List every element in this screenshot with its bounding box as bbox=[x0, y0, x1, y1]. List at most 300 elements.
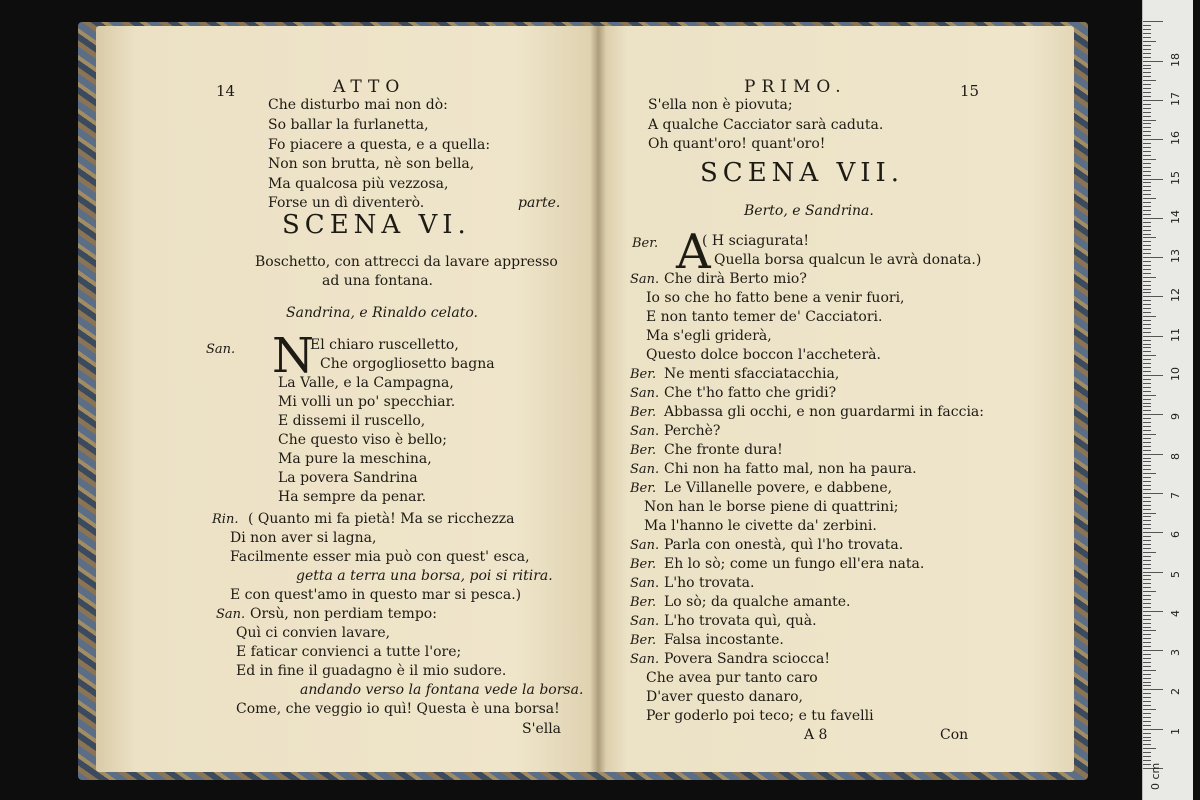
speaker-label: Ber. bbox=[630, 443, 657, 458]
speaker-label: Ber. bbox=[630, 557, 657, 572]
ruler-tick bbox=[1143, 650, 1163, 651]
ruler-tick bbox=[1143, 234, 1151, 235]
ruler-tick bbox=[1143, 678, 1151, 679]
ruler-tick bbox=[1143, 324, 1151, 325]
verse-line: Che disturbo mai non dò: bbox=[268, 97, 448, 113]
ruler-tick bbox=[1143, 473, 1156, 474]
ruler-tick bbox=[1143, 332, 1151, 333]
ruler-number: 1 bbox=[1169, 727, 1182, 735]
ruler-tick bbox=[1143, 328, 1151, 329]
verse-line: Forse un dì diventerò. bbox=[268, 195, 425, 211]
scene-title: SCENA VII. bbox=[700, 158, 905, 188]
dialogue-line: D'aver questo danaro, bbox=[646, 689, 803, 705]
ruler-tick bbox=[1143, 434, 1156, 435]
ruler-tick bbox=[1143, 583, 1151, 584]
running-head: PRIMO. bbox=[744, 77, 847, 97]
ruler-tick bbox=[1143, 666, 1151, 667]
ruler-tick bbox=[1143, 725, 1151, 726]
dialogue-line: Facilmente esser mia può con quest' esca, bbox=[230, 549, 530, 565]
ruler-tick bbox=[1143, 607, 1151, 608]
ruler-tick bbox=[1143, 359, 1151, 360]
ruler-tick bbox=[1143, 564, 1151, 565]
ruler-tick bbox=[1143, 355, 1156, 356]
ruler-tick bbox=[1143, 96, 1151, 97]
dialogue-line: E con quest'amo in questo mar si pesca.) bbox=[230, 587, 522, 603]
dialogue-line: Le Villanelle povere, e dabbene, bbox=[664, 480, 893, 496]
ruler-tick bbox=[1143, 108, 1151, 109]
dialogue-line: Che orgogliosetto bagna bbox=[320, 356, 495, 372]
ruler-tick bbox=[1143, 296, 1163, 297]
ruler-tick bbox=[1143, 658, 1151, 659]
ruler-number: 14 bbox=[1169, 209, 1182, 224]
ruler-tick bbox=[1143, 469, 1151, 470]
ruler-unit-label: 0 cm bbox=[1149, 762, 1162, 790]
ruler-tick bbox=[1143, 72, 1151, 73]
ruler-tick bbox=[1143, 285, 1151, 286]
dialogue-line: Che dirà Berto mio? bbox=[664, 271, 807, 287]
ruler-tick bbox=[1143, 49, 1151, 50]
dialogue-line: Ma l'hanno le civette da' zerbini. bbox=[644, 518, 877, 534]
ruler-tick bbox=[1143, 595, 1151, 596]
ruler-tick bbox=[1143, 548, 1151, 549]
ruler-tick bbox=[1143, 713, 1151, 714]
ruler-tick bbox=[1143, 568, 1151, 569]
book-gutter bbox=[590, 26, 606, 772]
ruler-tick bbox=[1143, 367, 1151, 368]
speaker-label: San. bbox=[216, 607, 246, 622]
ruler-number: 11 bbox=[1169, 327, 1182, 342]
ruler-tick bbox=[1143, 336, 1163, 337]
dialogue-line: ( Quanto mi fa pietà! Ma se ricchezza bbox=[248, 511, 515, 527]
ruler-tick bbox=[1143, 171, 1151, 172]
verse-line: S'ella non è piovuta; bbox=[648, 97, 793, 113]
ruler-tick bbox=[1143, 371, 1151, 372]
ruler-tick bbox=[1143, 379, 1151, 380]
ruler-number: 10 bbox=[1169, 367, 1182, 381]
ruler-tick bbox=[1143, 697, 1151, 698]
ruler-tick bbox=[1143, 501, 1151, 502]
dialogue-line: Non han le borse piene di quattrini; bbox=[644, 499, 899, 515]
ruler-tick bbox=[1143, 139, 1163, 140]
ruler-tick bbox=[1143, 312, 1151, 313]
ruler-tick bbox=[1143, 619, 1151, 620]
dialogue-line: La povera Sandrina bbox=[278, 470, 418, 486]
ruler-tick bbox=[1143, 383, 1151, 384]
ruler-tick bbox=[1143, 340, 1151, 341]
ruler-tick bbox=[1143, 210, 1151, 211]
ruler-tick bbox=[1143, 159, 1156, 160]
dialogue-line: Abbassa gli occhi, e non guardarmi in faccia: bbox=[664, 404, 984, 420]
ruler-number: 3 bbox=[1169, 649, 1182, 657]
ruler-number: 16 bbox=[1169, 131, 1182, 146]
ruler-tick bbox=[1143, 406, 1151, 407]
ruler-tick bbox=[1143, 304, 1151, 305]
dialogue-line: Ma pure la meschina, bbox=[278, 451, 432, 467]
page-number: 14 bbox=[216, 82, 236, 100]
ruler-tick bbox=[1143, 752, 1151, 753]
ruler-tick bbox=[1143, 300, 1151, 301]
dialogue-line: Che t'ho fatto che gridi? bbox=[664, 385, 837, 401]
ruler-tick bbox=[1143, 116, 1151, 117]
ruler-tick bbox=[1143, 603, 1151, 604]
ruler-tick bbox=[1143, 84, 1151, 85]
ruler-number: 6 bbox=[1169, 531, 1182, 539]
ruler-tick bbox=[1143, 662, 1151, 663]
speaker-label: San. bbox=[630, 462, 660, 477]
measuring-ruler bbox=[1142, 0, 1193, 800]
ruler-tick bbox=[1143, 630, 1156, 631]
ruler-tick bbox=[1143, 410, 1151, 411]
ruler-tick bbox=[1143, 218, 1163, 219]
ruler-tick bbox=[1143, 308, 1151, 309]
ruler-tick bbox=[1143, 674, 1151, 675]
ruler-tick bbox=[1143, 438, 1151, 439]
ruler-tick bbox=[1143, 135, 1151, 136]
ruler-tick bbox=[1143, 689, 1163, 690]
ruler-tick bbox=[1143, 363, 1151, 364]
ruler-tick bbox=[1143, 682, 1151, 683]
dialogue-line: Di non aver si lagna, bbox=[230, 530, 377, 546]
ruler-tick bbox=[1143, 53, 1151, 54]
signature-mark: A 8 bbox=[804, 727, 828, 743]
dialogue-line: L'ho trovata. bbox=[664, 575, 755, 591]
dialogue-line: Che fronte dura! bbox=[664, 442, 783, 458]
ruler-tick bbox=[1143, 104, 1151, 105]
ruler-tick bbox=[1143, 182, 1151, 183]
ruler-tick bbox=[1143, 454, 1163, 455]
drop-cap: N bbox=[272, 328, 314, 384]
dialogue-line: Ma s'egli griderà, bbox=[646, 328, 772, 344]
dialogue-line: Ne menti sfacciatacchia, bbox=[664, 366, 840, 382]
ruler-tick bbox=[1143, 230, 1151, 231]
dialogue-line: La Valle, e la Campagna, bbox=[278, 375, 454, 391]
ruler-tick bbox=[1143, 481, 1151, 482]
ruler-tick bbox=[1143, 418, 1151, 419]
scene-characters: Sandrina, e Rinaldo celato. bbox=[286, 305, 478, 321]
verse-line: Ma qualcosa più vezzosa, bbox=[268, 176, 449, 192]
ruler-tick bbox=[1143, 646, 1151, 647]
ruler-tick bbox=[1143, 222, 1151, 223]
dialogue-line: Eh lo sò; come un fungo ell'era nata. bbox=[664, 556, 925, 572]
ruler-tick bbox=[1143, 446, 1151, 447]
ruler-tick bbox=[1143, 265, 1151, 266]
dialogue-line: Falsa incostante. bbox=[664, 632, 784, 648]
ruler-tick bbox=[1143, 426, 1151, 427]
dialogue-line: E non tanto temer de' Cacciatori. bbox=[646, 309, 883, 325]
ruler-tick bbox=[1143, 485, 1151, 486]
ruler-tick bbox=[1143, 670, 1156, 671]
ruler-tick bbox=[1143, 717, 1151, 718]
ruler-tick bbox=[1143, 237, 1156, 238]
ruler-tick bbox=[1143, 37, 1151, 38]
ruler-tick bbox=[1143, 591, 1156, 592]
ruler-tick bbox=[1143, 430, 1151, 431]
ruler-tick bbox=[1143, 572, 1163, 573]
ruler-tick bbox=[1143, 245, 1151, 246]
ruler-tick bbox=[1143, 615, 1151, 616]
ruler-tick bbox=[1143, 249, 1151, 250]
ruler-tick bbox=[1143, 100, 1163, 101]
stage-direction: parte. bbox=[518, 195, 561, 211]
ruler-tick bbox=[1143, 387, 1151, 388]
ruler-tick bbox=[1143, 509, 1151, 510]
catchword: S'ella bbox=[522, 721, 562, 737]
ruler-number: 12 bbox=[1169, 288, 1182, 303]
ruler-tick bbox=[1143, 489, 1151, 490]
ruler-number: 13 bbox=[1169, 249, 1182, 264]
ruler-tick bbox=[1143, 536, 1151, 537]
ruler-tick bbox=[1143, 524, 1151, 525]
ruler-number: 18 bbox=[1169, 52, 1182, 67]
dialogue-line: Io so che ho fatto bene a venir fuori, bbox=[646, 290, 905, 306]
ruler-tick bbox=[1143, 261, 1151, 262]
ruler-number: 8 bbox=[1169, 452, 1182, 460]
dialogue-line: L'ho trovata quì, quà. bbox=[664, 613, 817, 629]
ruler-tick bbox=[1143, 634, 1151, 635]
verse-line: A qualche Cacciator sarà caduta. bbox=[648, 117, 884, 133]
ruler-tick bbox=[1143, 88, 1151, 89]
ruler-tick bbox=[1143, 344, 1151, 345]
stage-direction: andando verso la fontana vede la borsa. bbox=[300, 682, 584, 698]
dialogue-line: Che questo viso è bello; bbox=[278, 432, 447, 448]
catchword: Con bbox=[940, 727, 969, 743]
speaker-label: Rin. bbox=[212, 512, 239, 527]
ruler-tick bbox=[1143, 556, 1151, 557]
ruler-tick bbox=[1143, 395, 1156, 396]
ruler-tick bbox=[1143, 61, 1163, 62]
ruler-number: 5 bbox=[1169, 570, 1182, 578]
ruler-tick bbox=[1143, 587, 1151, 588]
ruler-tick bbox=[1143, 654, 1151, 655]
page-number: 15 bbox=[960, 82, 980, 100]
verse-line: Non son brutta, nè son bella, bbox=[268, 156, 475, 172]
ruler-tick bbox=[1143, 391, 1151, 392]
ruler-tick bbox=[1143, 737, 1151, 738]
dialogue-line: Che avea pur tanto caro bbox=[646, 670, 818, 686]
speaker-label: Ber. bbox=[630, 405, 657, 420]
speaker-label: San. bbox=[630, 576, 660, 591]
ruler-tick bbox=[1143, 399, 1151, 400]
speaker-label: San. bbox=[630, 538, 660, 553]
ruler-tick bbox=[1143, 147, 1151, 148]
ruler-tick bbox=[1143, 257, 1163, 258]
ruler-tick bbox=[1143, 422, 1151, 423]
ruler-tick bbox=[1143, 748, 1156, 749]
dialogue-line: Come, che veggio io quì! Questa è una borsa! bbox=[236, 701, 560, 717]
ruler-tick bbox=[1143, 241, 1151, 242]
ruler-tick bbox=[1143, 685, 1151, 686]
speaker-label: Ber. bbox=[632, 236, 659, 251]
ruler-tick bbox=[1143, 167, 1151, 168]
scene-title: SCENA VI. bbox=[282, 210, 471, 240]
setting-line: Boschetto, con attrecci da lavare appresso bbox=[255, 254, 558, 270]
ruler-tick bbox=[1143, 493, 1163, 494]
dialogue-line: Mi volli un po' specchiar. bbox=[278, 394, 456, 410]
dialogue-line: Povera Sandra sciocca! bbox=[664, 651, 830, 667]
right-page bbox=[598, 26, 1074, 772]
stage-direction: getta a terra una borsa, poi si ritira. bbox=[296, 568, 553, 584]
speaker-label: Ber. bbox=[630, 367, 657, 382]
ruler-tick bbox=[1143, 57, 1151, 58]
ruler-tick bbox=[1143, 273, 1151, 274]
ruler-tick bbox=[1143, 120, 1156, 121]
speaker-label: San. bbox=[630, 272, 660, 287]
dialogue-line: E faticar convienci a tutte l'ore; bbox=[236, 644, 462, 660]
ruler-tick bbox=[1143, 175, 1151, 176]
verse-line: So ballar la furlanetta, bbox=[268, 117, 429, 133]
speaker-label: San. bbox=[630, 614, 660, 629]
ruler-tick bbox=[1143, 458, 1151, 459]
ruler-tick bbox=[1143, 198, 1156, 199]
ruler-tick bbox=[1143, 560, 1151, 561]
dialogue-line: El chiaro ruscelletto, bbox=[310, 337, 459, 353]
ruler-tick bbox=[1143, 76, 1151, 77]
ruler-tick bbox=[1143, 403, 1151, 404]
ruler-tick bbox=[1143, 528, 1151, 529]
ruler-tick bbox=[1143, 25, 1151, 26]
ruler-tick bbox=[1143, 638, 1151, 639]
ruler-tick bbox=[1143, 611, 1163, 612]
ruler-tick bbox=[1143, 497, 1151, 498]
ruler-tick bbox=[1143, 21, 1163, 22]
ruler-tick bbox=[1143, 226, 1151, 227]
dialogue-line: E dissemi il ruscello, bbox=[278, 413, 426, 429]
ruler-tick bbox=[1143, 744, 1151, 745]
dialogue-line: Ed in fine il guadagno è il mio sudore. bbox=[236, 663, 507, 679]
ruler-tick bbox=[1143, 642, 1151, 643]
ruler-tick bbox=[1143, 442, 1151, 443]
left-page bbox=[96, 26, 598, 772]
speaker-label: Ber. bbox=[630, 595, 657, 610]
ruler-tick bbox=[1143, 179, 1163, 180]
ruler-tick bbox=[1143, 729, 1163, 730]
ruler-tick bbox=[1143, 127, 1151, 128]
ruler-tick bbox=[1143, 544, 1151, 545]
ruler-tick bbox=[1143, 92, 1151, 93]
ruler-tick bbox=[1143, 281, 1151, 282]
ruler-tick bbox=[1143, 701, 1151, 702]
ruler-tick bbox=[1143, 733, 1151, 734]
ruler-tick bbox=[1143, 347, 1151, 348]
ruler-tick bbox=[1143, 202, 1151, 203]
ruler-tick bbox=[1143, 375, 1163, 376]
ruler-tick bbox=[1143, 80, 1156, 81]
speaker-label: San. bbox=[206, 342, 236, 357]
speaker-label: San. bbox=[630, 386, 660, 401]
ruler-tick bbox=[1143, 41, 1156, 42]
ruler-tick bbox=[1143, 190, 1151, 191]
ruler-tick bbox=[1143, 253, 1151, 254]
verse-line: Fo piacere a questa, e a quella: bbox=[268, 137, 491, 153]
ruler-tick bbox=[1143, 351, 1151, 352]
ruler-number: 2 bbox=[1169, 688, 1182, 696]
ruler-tick bbox=[1143, 65, 1151, 66]
drop-cap: A bbox=[676, 224, 711, 280]
ruler-tick bbox=[1143, 721, 1151, 722]
dialogue-line: Perchè? bbox=[664, 423, 721, 439]
ruler-tick bbox=[1143, 505, 1151, 506]
dialogue-line: Ha sempre da penar. bbox=[278, 489, 427, 505]
ruler-tick bbox=[1143, 131, 1151, 132]
ruler-tick bbox=[1143, 214, 1151, 215]
ruler-tick bbox=[1143, 269, 1151, 270]
ruler-tick bbox=[1143, 292, 1151, 293]
ruler-tick bbox=[1143, 461, 1151, 462]
ruler-tick bbox=[1143, 163, 1151, 164]
dialogue-line: Quì ci convien lavare, bbox=[236, 625, 391, 641]
ruler-tick bbox=[1143, 705, 1151, 706]
ruler-tick bbox=[1143, 29, 1151, 30]
ruler-tick bbox=[1143, 760, 1151, 761]
ruler-tick bbox=[1143, 540, 1151, 541]
ruler-tick bbox=[1143, 575, 1151, 576]
ruler-tick bbox=[1143, 143, 1151, 144]
ruler-tick bbox=[1143, 45, 1151, 46]
ruler-number: 9 bbox=[1169, 413, 1182, 421]
dialogue-line: Orsù, non perdiam tempo: bbox=[250, 606, 437, 622]
ruler-tick bbox=[1143, 532, 1163, 533]
verse-line: Oh quant'oro! quant'oro! bbox=[648, 136, 826, 152]
ruler-tick bbox=[1143, 320, 1151, 321]
ruler-tick bbox=[1143, 206, 1151, 207]
ruler-tick bbox=[1143, 277, 1156, 278]
ruler-tick bbox=[1143, 513, 1156, 514]
scene-characters: Berto, e Sandrina. bbox=[744, 203, 874, 219]
ruler-tick bbox=[1143, 123, 1151, 124]
ruler-tick bbox=[1143, 693, 1151, 694]
setting-line: ad una fontana. bbox=[322, 273, 434, 289]
ruler-tick bbox=[1143, 289, 1151, 290]
dialogue-line: Questo dolce boccon l'accheterà. bbox=[646, 347, 881, 363]
dialogue-line: Lo sò; da qualche amante. bbox=[664, 594, 851, 610]
dialogue-line: Quella borsa qualcun le avrà donata.) bbox=[714, 252, 982, 268]
ruler-tick bbox=[1143, 756, 1151, 757]
ruler-number: 4 bbox=[1169, 609, 1182, 617]
ruler-tick bbox=[1143, 186, 1151, 187]
ruler-tick bbox=[1143, 33, 1151, 34]
running-head: ATTO bbox=[333, 77, 406, 97]
ruler-tick bbox=[1143, 112, 1151, 113]
ruler-number: 7 bbox=[1169, 491, 1182, 499]
ruler-tick bbox=[1143, 552, 1156, 553]
dialogue-line: Per goderlo poi teco; e tu favelli bbox=[646, 708, 874, 724]
ruler-tick bbox=[1143, 579, 1151, 580]
ruler-tick bbox=[1143, 450, 1151, 451]
ruler-tick bbox=[1143, 740, 1151, 741]
speaker-label: San. bbox=[630, 652, 660, 667]
ruler-tick bbox=[1143, 316, 1156, 317]
dialogue-line: Chi non ha fatto mal, non ha paura. bbox=[664, 461, 917, 477]
ruler-tick bbox=[1143, 599, 1151, 600]
ruler-tick bbox=[1143, 414, 1163, 415]
speaker-label: Ber. bbox=[630, 481, 657, 496]
ruler-tick bbox=[1143, 627, 1151, 628]
ruler-tick bbox=[1143, 68, 1151, 69]
speaker-label: Ber. bbox=[630, 633, 657, 648]
dialogue-line: Parla con onestà, quì l'ho trovata. bbox=[664, 537, 904, 553]
ruler-tick bbox=[1143, 709, 1156, 710]
ruler-tick bbox=[1143, 516, 1151, 517]
ruler-tick bbox=[1143, 623, 1151, 624]
ruler-tick bbox=[1143, 155, 1151, 156]
dialogue-line: ( H sciagurata! bbox=[702, 233, 810, 249]
ruler-tick bbox=[1143, 194, 1151, 195]
ruler-tick bbox=[1143, 465, 1151, 466]
ruler-tick bbox=[1143, 151, 1151, 152]
speaker-label: San. bbox=[630, 424, 660, 439]
ruler-number: 17 bbox=[1169, 91, 1182, 106]
ruler-number: 15 bbox=[1169, 170, 1182, 185]
